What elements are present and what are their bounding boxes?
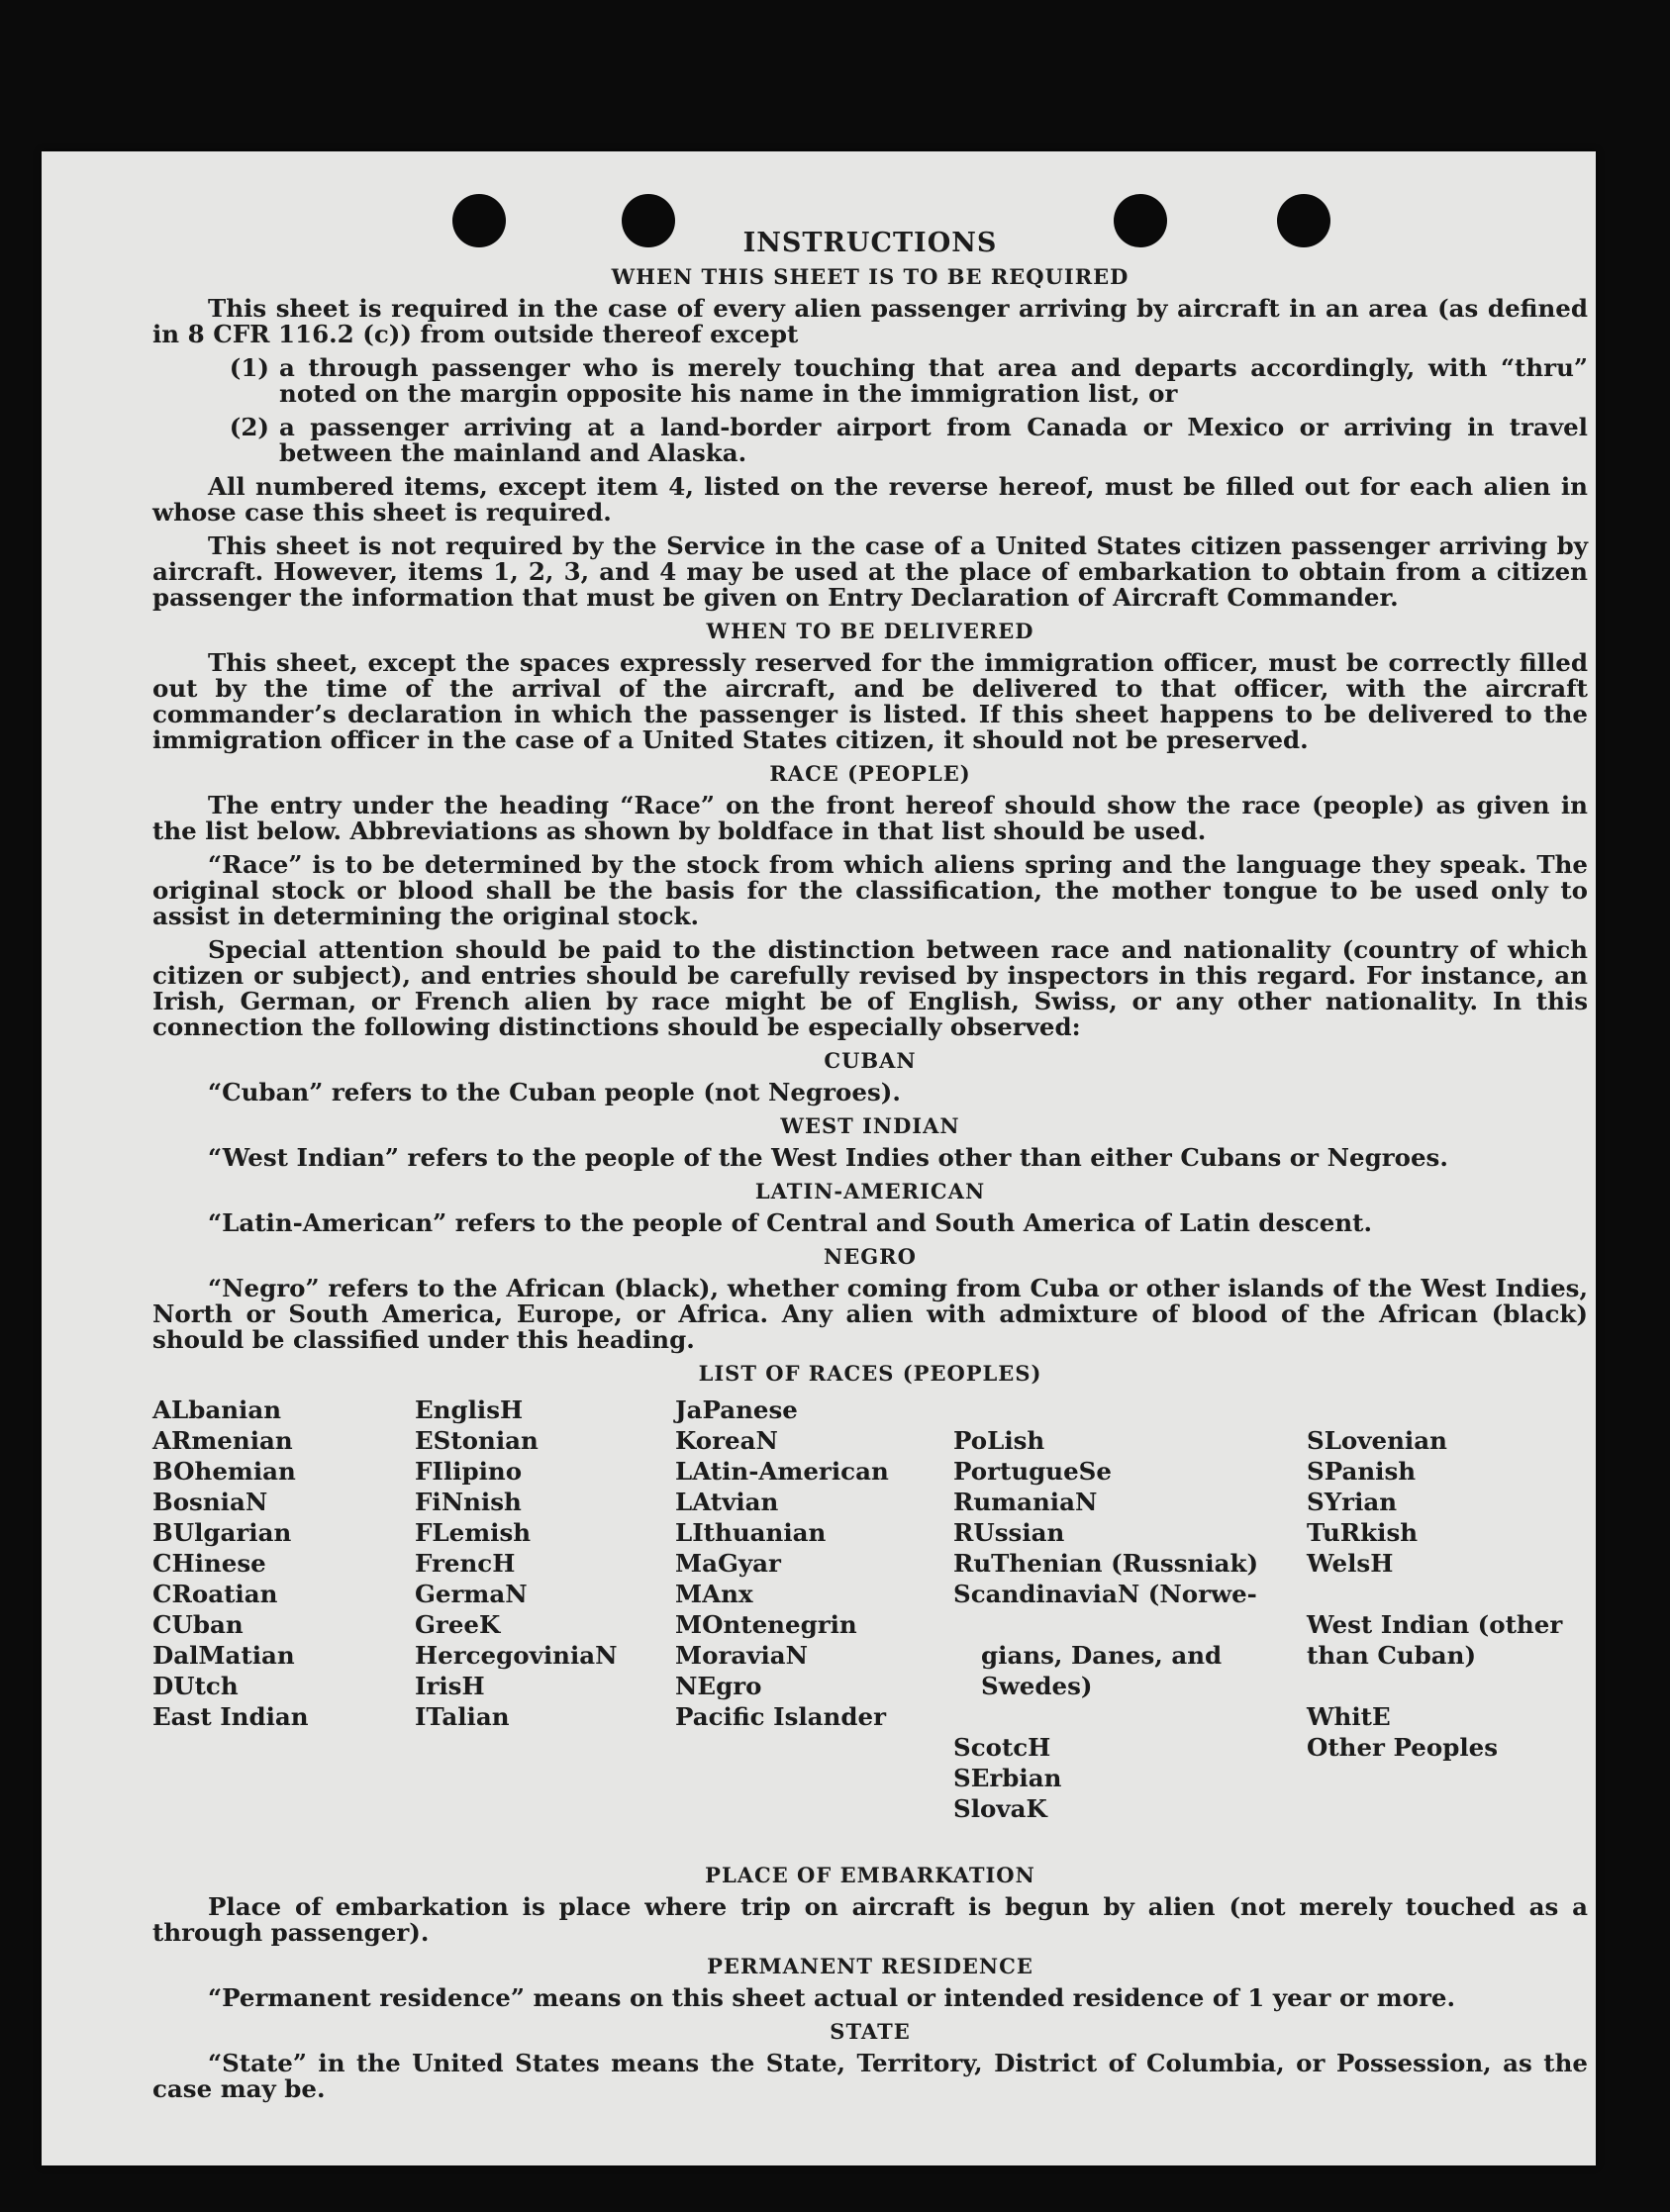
races-column-4-part-b: gians, Danes, and Swedes) xyxy=(981,1641,1223,1700)
negro-text: “Negro” refers to the African (black), whether coming from Cuba or other islands of the West Indies, North or South America, Europe, or Africa. Any alien with admixture of blood of the African (black) should be classified under this heading. xyxy=(152,1274,1588,1354)
races-column-4 xyxy=(953,1395,1307,1855)
item-text: a through passenger who is merely touching that area and departs accordingly, with “thru” noted on the margin opposite his name in the immigration list, or xyxy=(279,353,1588,408)
embarkation-text: Place of embarkation is place where trip on aircraft is begun by alien (not merely touched as a through passenger). xyxy=(152,1892,1588,1947)
numbered-items-paragraph: All numbered items, except item 4, listed on the reverse hereof, must be filled out for each alien in whose case this sheet is required. xyxy=(152,472,1588,527)
residence-text: “Permanent residence” means on this sheet actual or intended residence of 1 year or more. xyxy=(208,1983,1456,2012)
citizen-paragraph: This sheet is not required by the Service in the case of a United States citizen passenger arriving by aircraft. However, items 1, 2, 3, and 4 may be used at the place of embarkation to obtain from a citizen passenger the information that must be given on Entry Declaration of Aircraft Commander. xyxy=(152,531,1588,612)
latin-american-text: “Latin-American” refers to the people of Central and South America of Latin descent. xyxy=(208,1208,1372,1237)
document-sheet xyxy=(42,151,1596,2165)
when-delivered-text: This sheet, except the spaces expressly reserved for the immigration officer, must be correctly filled out by the time of the arrival of the aircraft, and be delivered to that officer, with the aircraft commander’s declaration in which the passenger is listed. If this sheet happens to be delivered to the immigration officer in the case of a United States citizen, it should not be preserved. xyxy=(152,648,1588,754)
heading-when-required: WHEN THIS SHEET IS TO BE REQUIRED xyxy=(611,264,1130,289)
item-number: (2) xyxy=(229,413,269,441)
state-text: “State” in the United States means the State, Territory, District of Columbia, or Possession, as the case may be. xyxy=(152,2049,1588,2103)
heading-list-of-races: LIST OF RACES (PEOPLES) xyxy=(698,1361,1042,1386)
races-column-1: ALbanian ARmenian BOhemian BosniaN BUlgarian CHinese CRoatian CUban DalMatian DUtch East Indian xyxy=(152,1395,309,1731)
heading-residence: PERMANENT RESIDENCE xyxy=(707,1954,1033,1978)
races-list xyxy=(152,1395,1588,1855)
races-column-5 xyxy=(1307,1395,1574,1855)
races-column-4-part-a: PoLish PortugueSe RumaniaN RUssian RuThenian (Russniak) ScandinaviaN (Norwe- xyxy=(953,1426,1259,1608)
races-column-5-part-c: WhitE Other Peoples xyxy=(1307,1702,1499,1762)
races-column-3: JaPanese KoreaN LAtin-American LAtvian LIthuanian MaGyar MAnx MOntenegrin MoraviaN NEgro Pacific Islander xyxy=(675,1395,889,1731)
when-required-intro: This sheet is required in the case of every alien passenger arriving by aircraft in an area (as defined in 8 CFR 116.2 (c)) from outside thereof except xyxy=(152,294,1588,348)
races-column-4-part-c: ScotcH SErbian SlovaK xyxy=(953,1733,1062,1823)
race-paragraph-2: “Race” is to be determined by the stock from which aliens spring and the language they speak. The original stock or blood shall be the basis for the classification, the mother tongue to be used only to assist in determining the original stock. xyxy=(152,850,1588,930)
exception-item-1 xyxy=(152,355,1588,407)
heading-embarkation: PLACE OF EMBARKATION xyxy=(705,1863,1035,1887)
heading-when-delivered: WHEN TO BE DELIVERED xyxy=(706,619,1034,643)
races-column-5-part-b: West Indian (other than Cuban) xyxy=(1307,1610,1563,1670)
item-text: a passenger arriving at a land-border airport from Canada or Mexico or arriving in travel between the mainland and Alaska. xyxy=(279,413,1588,467)
heading-cuban: CUBAN xyxy=(824,1048,917,1073)
heading-west-indian: WEST INDIAN xyxy=(780,1113,960,1138)
instructions-content xyxy=(152,228,1588,2110)
race-paragraph-3: Special attention should be paid to the distinction between race and nationality (country of which citizen or subject), and entries should be carefully revised by inspectors in this regard. For instance, an Irish, German, or French alien by race might be of English, Swiss, or any other nationality. In this connection the following distinctions should be especially observed: xyxy=(152,935,1588,1041)
cuban-text: “Cuban” refers to the Cuban people (not Negroes). xyxy=(208,1078,901,1106)
page-title: INSTRUCTIONS xyxy=(742,228,998,258)
race-paragraph-1: The entry under the heading “Race” on the front hereof should show the race (people) as given in the list below. Abbreviations as shown by boldface in that list should be used. xyxy=(152,791,1588,845)
heading-race: RACE (PEOPLE) xyxy=(769,761,971,786)
races-column-2: EnglisH EStonian FIlipino FiNnish FLemish FrencH GermaN GreeK HercegoviniaN IrisH ITalian xyxy=(415,1395,618,1731)
west-indian-text: “West Indian” refers to the people of the West Indies other than either Cubans or Negroes. xyxy=(208,1143,1448,1172)
item-number: (1) xyxy=(229,353,269,382)
exception-item-2 xyxy=(152,415,1588,466)
heading-negro: NEGRO xyxy=(824,1244,917,1269)
heading-state: STATE xyxy=(830,2019,911,2044)
heading-latin-american: LATIN-AMERICAN xyxy=(754,1179,986,1203)
races-column-5-part-a: SLovenian SPanish SYrian TuRkish WelsH xyxy=(1307,1426,1447,1578)
